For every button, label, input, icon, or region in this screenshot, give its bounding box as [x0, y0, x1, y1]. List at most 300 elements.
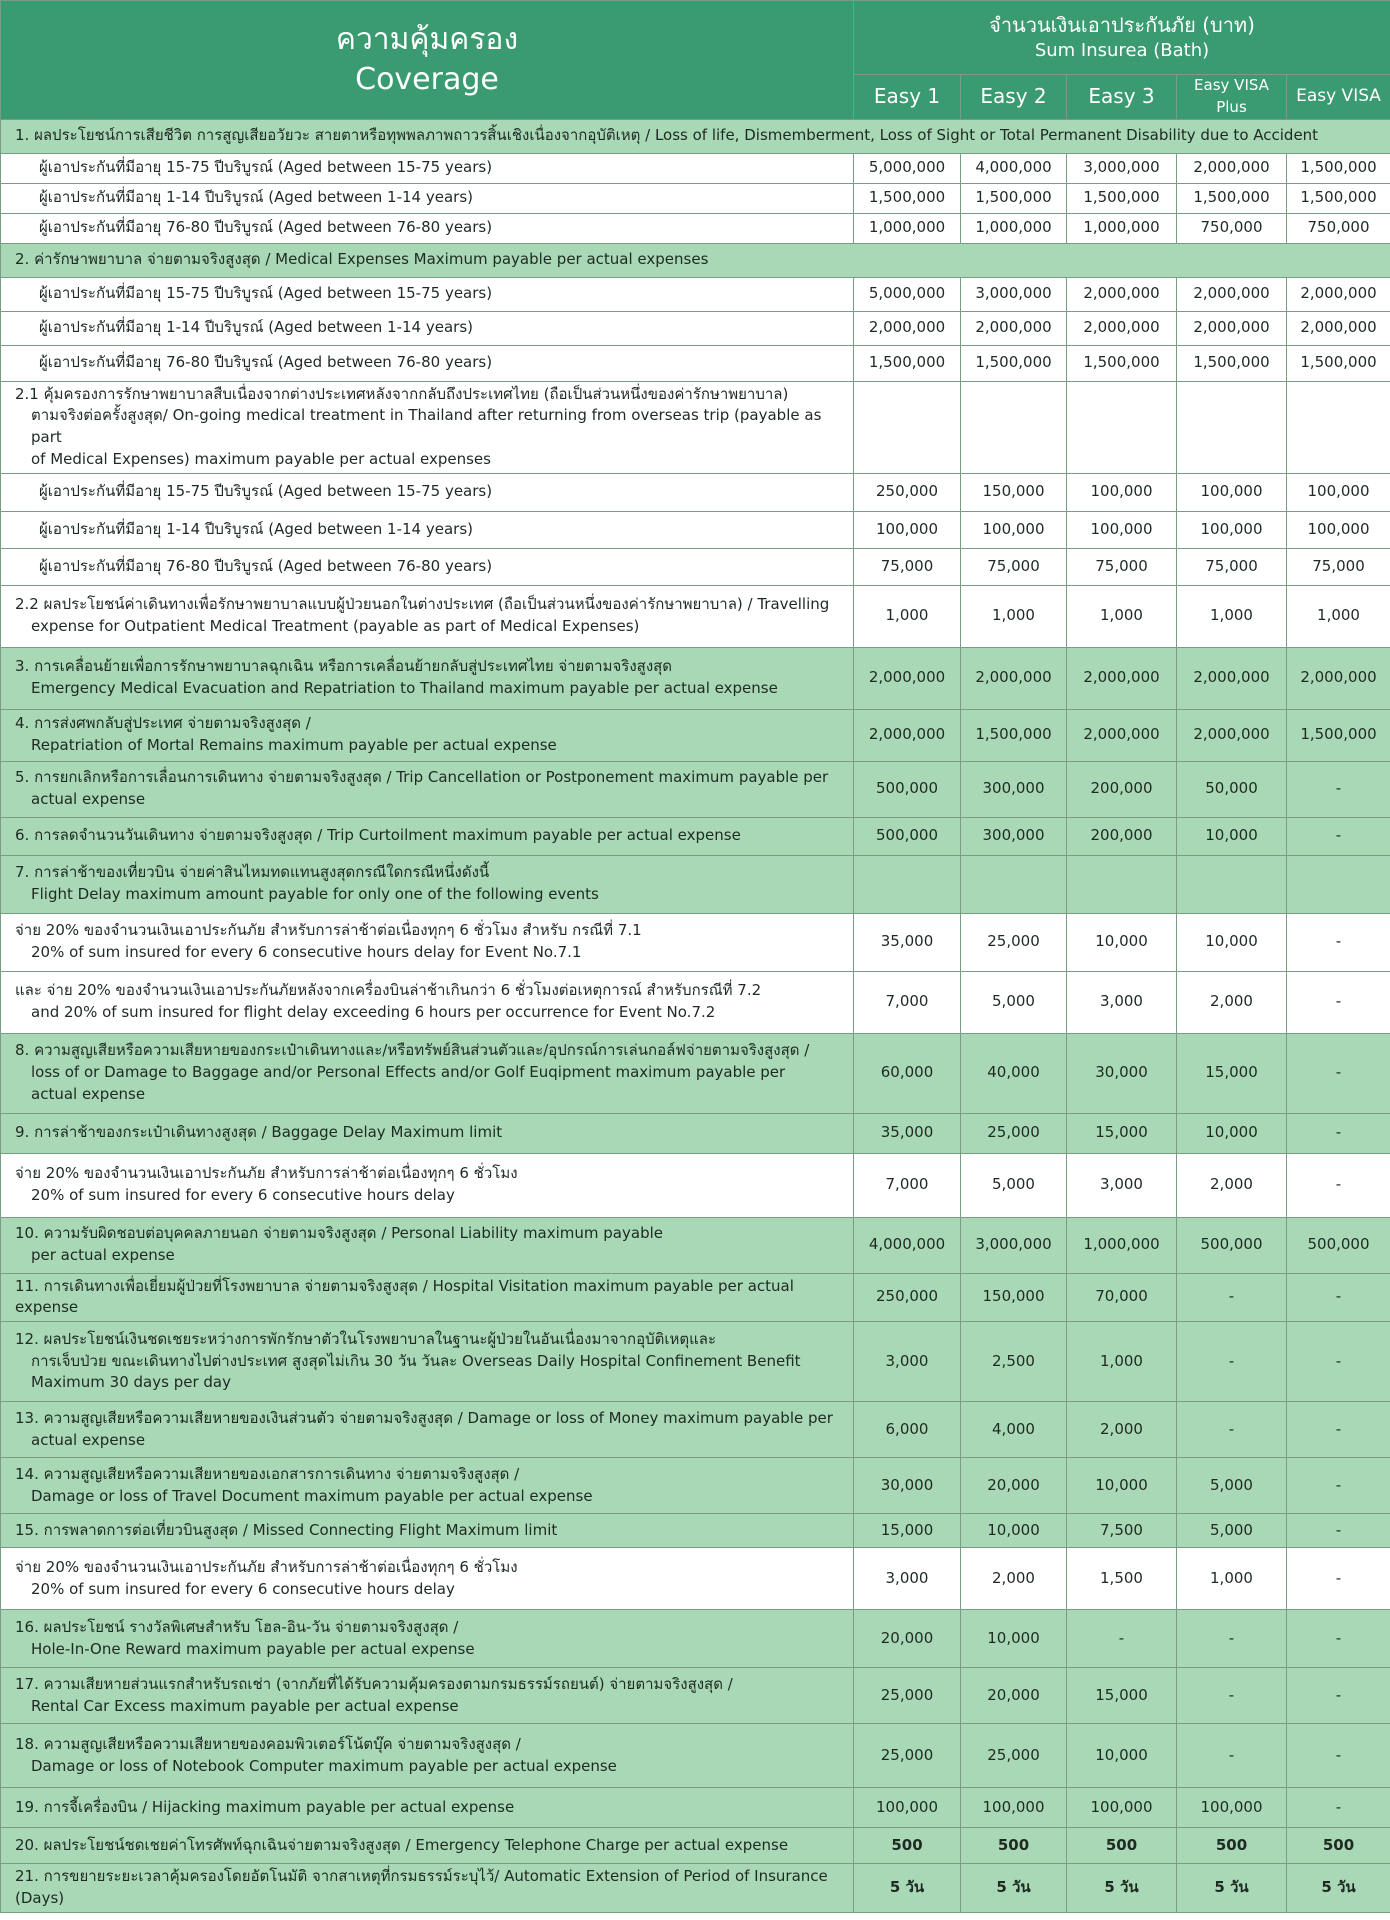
- coverage-label: [1, 1828, 854, 1864]
- sum-insured-cell: -: [1287, 761, 1390, 817]
- table-row: [1, 1458, 1390, 1514]
- sum-insured-cell: [854, 381, 961, 473]
- coverage-label: [1, 1668, 854, 1724]
- sum-insured-cell: [1067, 855, 1177, 913]
- coverage-label: [1, 1153, 854, 1217]
- sum-insured-cell: 2,000,000: [854, 647, 961, 709]
- sum-insured-cell: 1,000: [961, 585, 1067, 647]
- sum-insured-cell: -: [1287, 1610, 1390, 1668]
- sum-insured-cell: 100,000: [1067, 473, 1177, 511]
- sum-insured-cell: 2,000,000: [1177, 277, 1287, 311]
- coverage-label: [1, 311, 854, 345]
- table-row: [1, 1322, 1390, 1402]
- coverage-label-line: จ่าย 20% ของจำนวนเงินเอาประกันภัย สำหรับการล่าช้าต่อเนื่องทุกๆ 6 ชั่วโมง: [15, 1557, 518, 1576]
- sum-insured-cell: 7,500: [1067, 1514, 1177, 1548]
- sum-insured-cell: 40,000: [961, 1033, 1067, 1113]
- sum-insured-cell: 100,000: [961, 511, 1067, 548]
- sum-insured-cell: 25,000: [961, 913, 1067, 971]
- sum-insured-cell: 1,500,000: [961, 345, 1067, 381]
- sum-insured-cell: 20,000: [854, 1610, 961, 1668]
- sum-insured-cell: 1,500,000: [961, 709, 1067, 761]
- sum-insured-cell: 2,000,000: [854, 311, 961, 345]
- sum-insured-cell: 2,000,000: [1067, 647, 1177, 709]
- sum-insured-cell: 10,000: [1067, 1458, 1177, 1514]
- coverage-label-line: 11. การเดินทางเพื่อเยี่ยมผู้ป่วยที่โรงพยาบาล จ่ายตามจริงสูงสุด / Hospital Visitation maximum payable per actual expense: [15, 1276, 794, 1317]
- coverage-label: [1, 277, 854, 311]
- sum-insured-cell: 75,000: [854, 548, 961, 585]
- coverage-label-line: 17. ความเสียหายส่วนแรกสำหรับรถเช่า (จากภัยที่ได้รับความคุ้มครองตามกรมธรรม์รถยนต์) จ่ายตามจริงสูงสุด /: [15, 1674, 733, 1693]
- sum-insured-cell: 250,000: [854, 1273, 961, 1322]
- sum-insured-cell: 500,000: [854, 761, 961, 817]
- coverage-label: [1, 243, 1390, 277]
- sum-insured-cell: 2,000: [961, 1548, 1067, 1610]
- sum-insured-cell: -: [1287, 1273, 1390, 1322]
- sum-insured-cell: 200,000: [1067, 817, 1177, 855]
- sum-insured-cell: 2,000,000: [1177, 311, 1287, 345]
- sum-insured-cell: 10,000: [1177, 913, 1287, 971]
- sum-insured-cell: 15,000: [1177, 1033, 1287, 1113]
- sum-insured-cell: 3,000: [854, 1322, 961, 1402]
- table-row: [1, 277, 1390, 311]
- sum-insured-cell: 7,000: [854, 971, 961, 1033]
- coverage-label-line: จ่าย 20% ของจำนวนเงินเอาประกันภัย สำหรับการล่าช้าต่อเนื่องทุกๆ 6 ชั่วโมง สำหรับ กรณีที่ 7.1: [15, 921, 642, 940]
- sum-insured-cell: 10,000: [961, 1514, 1067, 1548]
- sum-insured-cell: -: [1287, 1153, 1390, 1217]
- sum-insured-cell: 150,000: [961, 1273, 1067, 1322]
- coverage-label-line: และ จ่าย 20% ของจำนวนเงินเอาประกันภัยหลังจากเครื่องบินล่าช้าเกินกว่า 6 ชั่วโมงต่อเหตุการณ์ สำหรับกรณีที่ 7.2: [15, 981, 762, 1000]
- sum-insured-cell: 25,000: [961, 1113, 1067, 1153]
- coverage-label-line: 5. การยกเลิกหรือการเลื่อนการเดินทาง จ่ายตามจริงสูงสุด / Trip Cancellation or Postponement maximum payable per: [15, 768, 829, 787]
- sum-insured-cell: 1,500,000: [1067, 345, 1177, 381]
- sum-insured-cell: 2,000,000: [1067, 277, 1177, 311]
- coverage-label: [1, 548, 854, 585]
- sum-insured-cell: 2,000,000: [961, 311, 1067, 345]
- coverage-label-line: 20% of sum insured for every 6 consecutive hours delay for Event No.7.1: [31, 943, 582, 961]
- coverage-label-line: ผู้เอาประกันที่มีอายุ 15-75 ปีบริบูรณ์ (Aged between 15-75 years): [39, 482, 493, 501]
- coverage-label: [1, 1033, 854, 1113]
- sum-insured-cell: 5,000: [1177, 1458, 1287, 1514]
- sum-insured-cell: 7,000: [854, 1153, 961, 1217]
- coverage-label-line: 20. ผลประโยชน์ชดเชยค่าโทรศัพท์ฉุกเฉินจ่ายตามจริงสูงสุด / Emergency Telephone Charge per actual expense: [15, 1835, 789, 1854]
- coverage-label-line: จ่าย 20% ของจำนวนเงินเอาประกันภัย สำหรับการล่าช้าต่อเนื่องทุกๆ 6 ชั่วโมง: [15, 1164, 518, 1183]
- sum-insured-cell: 300,000: [961, 761, 1067, 817]
- sum-insured-header: [854, 1, 1390, 75]
- sum-insured-cell: -: [1177, 1402, 1287, 1458]
- table-row: [1, 1724, 1390, 1788]
- sum-insured-cell: 5 วัน: [854, 1864, 961, 1913]
- sum-insured-cell: -: [1177, 1273, 1287, 1322]
- sum-insured-cell: 1,000: [1287, 585, 1390, 647]
- sum-insured-cell: 2,000,000: [1177, 709, 1287, 761]
- table-row: [1, 1153, 1390, 1217]
- coverage-label-line: Repatriation of Mortal Remains maximum payable per actual expense: [31, 736, 557, 754]
- sum-insured-cell: 5,000,000: [854, 153, 961, 183]
- coverage-label-line: Emergency Medical Evacuation and Repatriation to Thailand maximum payable per actual expense: [31, 679, 778, 697]
- sum-insured-cell: 2,000,000: [1067, 709, 1177, 761]
- coverage-label: [1, 345, 854, 381]
- coverage-label: [1, 1273, 854, 1322]
- sum-insured-cell: 1,500,000: [1177, 183, 1287, 213]
- sum-insured-cell: -: [1177, 1322, 1287, 1402]
- table-row: [1, 971, 1390, 1033]
- sum-insured-cell: [854, 855, 961, 913]
- sum-insured-cell: 500,000: [1287, 1217, 1390, 1273]
- sum-insured-cell: -: [1287, 1458, 1390, 1514]
- sum-insured-cell: -: [1287, 1322, 1390, 1402]
- sum-insured-cell: 500: [854, 1828, 961, 1864]
- sum-insured-cell: 1,000: [1177, 585, 1287, 647]
- coverage-label-line: ผู้เอาประกันที่มีอายุ 76-80 ปีบริบูรณ์ (Aged between 76-80 years): [39, 218, 493, 237]
- table-row: [1, 761, 1390, 817]
- sum-insured-cell: 500,000: [854, 817, 961, 855]
- sum-insured-cell: 2,000,000: [1287, 277, 1390, 311]
- sum-insured-cell: 3,000,000: [1067, 153, 1177, 183]
- coverage-label-line: ผู้เอาประกันที่มีอายุ 1-14 ปีบริบูรณ์ (Aged between 1-14 years): [39, 519, 473, 538]
- coverage-label-line: per actual expense: [31, 1246, 175, 1264]
- sum-insured-cell: [1287, 381, 1390, 473]
- sum-insured-cell: 3,000: [1067, 1153, 1177, 1217]
- coverage-label-line: actual expense: [31, 1084, 146, 1103]
- sum-insured-cell: 500: [1177, 1828, 1287, 1864]
- sum-insured-cell: 1,000,000: [1067, 213, 1177, 243]
- plan-header-easy-visa-plus: Easy VISA Plus: [1177, 75, 1287, 120]
- coverage-label-line: ผู้เอาประกันที่มีอายุ 15-75 ปีบริบูรณ์ (Aged between 15-75 years): [39, 284, 493, 303]
- plan-header-easy-1: Easy 1: [854, 75, 961, 120]
- coverage-label: [1, 1217, 854, 1273]
- sum-insured-cell: 100,000: [854, 511, 961, 548]
- coverage-label-line: of Medical Expenses) maximum payable per actual expenses: [31, 449, 491, 468]
- table-row: [1, 511, 1390, 548]
- sum-insured-cell: 5,000: [1177, 1514, 1287, 1548]
- sum-insured-cell: 2,000,000: [854, 709, 961, 761]
- coverage-label-line: and 20% of sum insured for flight delay exceeding 6 hours per occurrence for Event No.7.2: [31, 1003, 716, 1021]
- coverage-label: [1, 473, 854, 511]
- coverage-label-line: Maximum 30 days per day: [31, 1373, 231, 1392]
- sum-insured-cell: 500: [1287, 1828, 1390, 1864]
- sum-insured-cell: 1,500,000: [1287, 709, 1390, 761]
- sum-insured-cell: -: [1287, 1113, 1390, 1153]
- coverage-label: [1, 1788, 854, 1828]
- sum-insured-cell: 3,000,000: [961, 1217, 1067, 1273]
- sum-insured-cell: 1,500,000: [1287, 153, 1390, 183]
- plan-header-easy-3: Easy 3: [1067, 75, 1177, 120]
- sum-insured-cell: 1,000,000: [1067, 1217, 1177, 1273]
- sum-insured-cell: 100,000: [1287, 511, 1390, 548]
- coverage-label: [1, 1402, 854, 1458]
- sum-insured-cell: 750,000: [1287, 213, 1390, 243]
- table-row: [1, 1788, 1390, 1828]
- sum-insured-cell: 15,000: [1067, 1668, 1177, 1724]
- coverage-label: [1, 1610, 854, 1668]
- table-row: [1, 1548, 1390, 1610]
- sum-insured-cell: 1,000: [1067, 1322, 1177, 1402]
- sum-insured-cell: 2,000,000: [1177, 153, 1287, 183]
- sum-insured-cell: -: [1287, 1402, 1390, 1458]
- coverage-header: [1, 1, 854, 120]
- coverage-label-line: actual expense: [31, 790, 146, 808]
- table-row: [1, 1828, 1390, 1864]
- sum-insured-cell: 15,000: [1067, 1113, 1177, 1153]
- sum-insured-cell: 25,000: [854, 1724, 961, 1788]
- table-row: [1, 855, 1390, 913]
- sum-insured-cell: 30,000: [1067, 1033, 1177, 1113]
- table-row: [1, 381, 1390, 473]
- sum-insured-cell: 25,000: [961, 1724, 1067, 1788]
- coverage-label-line: 10. ความรับผิดชอบต่อบุคคลภายนอก จ่ายตามจริงสูงสุด / Personal Liability maximum payable: [15, 1224, 663, 1243]
- sum-insured-cell: 1,000,000: [961, 213, 1067, 243]
- coverage-label: [1, 1864, 854, 1913]
- sum-insured-cell: 500: [961, 1828, 1067, 1864]
- coverage-label-line: 14. ความสูญเสียหรือความเสียหายของเอกสารการเดินทาง จ่ายตามจริงสูงสุด /: [15, 1464, 520, 1483]
- sum-insured-cell: 100,000: [1287, 473, 1390, 511]
- coverage-label-line: 12. ผลประโยชน์เงินชดเชยระหว่างการพักรักษาตัวในโรงพยาบาลในฐานะผู้ป่วยในอันเนื่องมาจากอุบัติเหตุและ: [15, 1329, 717, 1348]
- sum-insured-cell: 70,000: [1067, 1273, 1177, 1322]
- table-row: [1, 1273, 1390, 1322]
- table-row: [1, 817, 1390, 855]
- coverage-label-line: actual expense: [31, 1430, 146, 1449]
- sum-insured-cell: 100,000: [1067, 1788, 1177, 1828]
- sum-insured-cell: 4,000,000: [961, 153, 1067, 183]
- coverage-label-line: expense for Outpatient Medical Treatment (payable as part of Medical Expenses): [31, 617, 640, 635]
- coverage-label-line: 18. ความสูญเสียหรือความเสียหายของคอมพิวเตอร์โน้ตบุ๊ค จ่ายตามจริงสูงสุด /: [15, 1734, 521, 1753]
- plan-header-easy-2: Easy 2: [961, 75, 1067, 120]
- coverage-label: [1, 913, 854, 971]
- sum-insured-cell: 4,000: [961, 1402, 1067, 1458]
- coverage-label: [1, 381, 854, 473]
- coverage-label-line: Flight Delay maximum amount payable for only one of the following events: [31, 885, 599, 903]
- sum-insured-cell: [1177, 855, 1287, 913]
- sum-insured-cell: 5 วัน: [1067, 1864, 1177, 1913]
- sum-insured-cell: 5,000,000: [854, 277, 961, 311]
- sum-insured-cell: 1,000: [1177, 1548, 1287, 1610]
- table-row: [1, 585, 1390, 647]
- coverage-label-line: ผู้เอาประกันที่มีอายุ 15-75 ปีบริบูรณ์ (Aged between 15-75 years): [39, 158, 493, 177]
- sum-insured-cell: 75,000: [1287, 548, 1390, 585]
- sum-insured-header-en: Sum Insurea (Bath): [1034, 39, 1210, 61]
- sum-insured-cell: 3,000,000: [961, 277, 1067, 311]
- sum-insured-cell: 250,000: [854, 473, 961, 511]
- sum-insured-cell: 150,000: [961, 473, 1067, 511]
- sum-insured-cell: -: [1287, 1788, 1390, 1828]
- sum-insured-cell: 100,000: [1177, 511, 1287, 548]
- table-row: [1, 913, 1390, 971]
- sum-insured-cell: 500: [1067, 1828, 1177, 1864]
- coverage-label-line: 15. การพลาดการต่อเที่ยวบินสูงสุด / Missed Connecting Flight Maximum limit: [15, 1520, 558, 1539]
- coverage-label: [1, 1458, 854, 1514]
- coverage-label: [1, 1113, 854, 1153]
- sum-insured-cell: -: [1287, 1033, 1390, 1113]
- coverage-label-line: 9. การล่าช้าของกระเป๋าเดินทางสูงสุด / Baggage Delay Maximum limit: [15, 1123, 503, 1142]
- sum-insured-cell: 3,000: [1067, 971, 1177, 1033]
- coverage-label-line: 2.1 คุ้มครองการรักษาพยาบาลสืบเนื่องจากต่างประเทศหลังจากกลับถึงประเทศไทย (ถือเป็นส่วนหนึ่งของค่ารักษาพยาบาล): [15, 384, 789, 403]
- table-row: [1, 647, 1390, 709]
- sum-insured-cell: 2,000,000: [1177, 647, 1287, 709]
- sum-insured-cell: -: [1177, 1610, 1287, 1668]
- table-row: [1, 311, 1390, 345]
- coverage-label: [1, 817, 854, 855]
- sum-insured-cell: [961, 855, 1067, 913]
- sum-insured-cell: 2,000,000: [961, 647, 1067, 709]
- sum-insured-cell: 1,500,000: [1287, 183, 1390, 213]
- sum-insured-cell: 1,500,000: [961, 183, 1067, 213]
- sum-insured-cell: -: [1287, 971, 1390, 1033]
- sum-insured-cell: 5 วัน: [1287, 1864, 1390, 1913]
- coverage-label-line: ผู้เอาประกันที่มีอายุ 1-14 ปีบริบูรณ์ (Aged between 1-14 years): [39, 318, 473, 337]
- sum-insured-cell: 25,000: [854, 1668, 961, 1724]
- table-row: [1, 709, 1390, 761]
- coverage-label-line: 20% of sum insured for every 6 consecutive hours delay: [31, 1579, 455, 1598]
- sum-insured-cell: -: [1287, 1514, 1390, 1548]
- coverage-label-line: 6. การลดจำนวนวันเดินทาง จ่ายตามจริงสูงสุด / Trip Curtoilment maximum payable per actual expense: [15, 826, 741, 845]
- coverage-label-line: 2.2 ผลประโยชน์ค่าเดินทางเพื่อรักษาพยาบาลแบบผู้ป่วยนอกในต่างประเทศ (ถือเป็นส่วนหนึ่งของค่ารักษาพยาบาล) / Travelling: [15, 595, 830, 614]
- sum-insured-cell: 75,000: [1177, 548, 1287, 585]
- sum-insured-cell: 1,000,000: [854, 213, 961, 243]
- table-row: [1, 1514, 1390, 1548]
- sum-insured-cell: 1,500,000: [1177, 345, 1287, 381]
- coverage-label: [1, 213, 854, 243]
- table-row: [1, 1217, 1390, 1273]
- sum-insured-cell: 10,000: [1067, 913, 1177, 971]
- sum-insured-cell: 5 วัน: [1177, 1864, 1287, 1913]
- coverage-label-line: การเจ็บป่วย ขณะเดินทางไปต่างประเทศ สูงสุดไม่เกิน 30 วัน วันละ Overseas Daily Hospital Confinement Benefit: [31, 1351, 801, 1370]
- sum-insured-cell: 2,000,000: [1287, 647, 1390, 709]
- sum-insured-cell: 1,500,000: [854, 183, 961, 213]
- coverage-label: [1, 585, 854, 647]
- sum-insured-cell: 1,500,000: [854, 345, 961, 381]
- coverage-label: [1, 971, 854, 1033]
- sum-insured-cell: 1,000: [854, 585, 961, 647]
- table-row: [1, 1864, 1390, 1913]
- table-row: [1, 1113, 1390, 1153]
- sum-insured-header-th: จำนวนเงินเอาประกันภัย (บาท): [989, 12, 1255, 37]
- sum-insured-cell: 100,000: [1067, 511, 1177, 548]
- coverage-label: [1, 709, 854, 761]
- coverage-label-line: ผู้เอาประกันที่มีอายุ 76-80 ปีบริบูรณ์ (Aged between 76-80 years): [39, 353, 493, 372]
- coverage-label-line: 16. ผลประโยชน์ รางวัลพิเศษสำหรับ โฮล-อิน-วัน จ่ายตามจริงสูงสุด /: [15, 1617, 459, 1636]
- sum-insured-cell: [1177, 381, 1287, 473]
- sum-insured-cell: 1,000: [1067, 585, 1177, 647]
- coverage-header-en: Coverage: [355, 61, 499, 97]
- coverage-label-line: 4. การส่งศพกลับสู่ประเทศ จ่ายตามจริงสูงสุด /: [15, 714, 311, 733]
- coverage-label-line: 3. การเคลื่อนย้ายเพื่อการรักษาพยาบาลฉุกเฉิน หรือการเคลื่อนย้ายกลับสู่ประเทศไทย จ่ายตามจริงสูงสุด: [15, 657, 673, 676]
- sum-insured-cell: 20,000: [961, 1458, 1067, 1514]
- sum-insured-cell: -: [1287, 913, 1390, 971]
- coverage-rows: [1, 119, 1390, 1912]
- sum-insured-cell: -: [1287, 817, 1390, 855]
- sum-insured-cell: 2,000,000: [1067, 311, 1177, 345]
- sum-insured-cell: [1287, 855, 1390, 913]
- coverage-header-th: ความคุ้มครอง: [335, 21, 519, 57]
- sum-insured-cell: 5,000: [961, 1153, 1067, 1217]
- coverage-label: [1, 119, 1390, 153]
- coverage-label-line: ผู้เอาประกันที่มีอายุ 1-14 ปีบริบูรณ์ (Aged between 1-14 years): [39, 188, 473, 207]
- sum-insured-cell: [961, 381, 1067, 473]
- sum-insured-cell: 75,000: [961, 548, 1067, 585]
- sum-insured-cell: 750,000: [1177, 213, 1287, 243]
- sum-insured-cell: -: [1177, 1724, 1287, 1788]
- table-row: [1, 183, 1390, 213]
- coverage-label-line: loss of or Damage to Baggage and/or Personal Effects and/or Golf Euqipment maximum payable per: [31, 1063, 786, 1082]
- sum-insured-cell: 100,000: [1177, 1788, 1287, 1828]
- sum-insured-cell: 100,000: [1177, 473, 1287, 511]
- sum-insured-cell: 100,000: [854, 1788, 961, 1828]
- sum-insured-cell: 6,000: [854, 1402, 961, 1458]
- sum-insured-cell: 5,000: [961, 971, 1067, 1033]
- table-row: [1, 1033, 1390, 1113]
- table-row: [1, 548, 1390, 585]
- sum-insured-cell: 1,500: [1067, 1548, 1177, 1610]
- sum-insured-cell: 4,000,000: [854, 1217, 961, 1273]
- table-row: [1, 119, 1390, 153]
- sum-insured-cell: 15,000: [854, 1514, 961, 1548]
- sum-insured-cell: 1,500,000: [1287, 345, 1390, 381]
- sum-insured-cell: 35,000: [854, 1113, 961, 1153]
- sum-insured-cell: 500,000: [1177, 1217, 1287, 1273]
- coverage-label-line: 19. การจี้เครื่องบิน / Hijacking maximum payable per actual expense: [15, 1797, 515, 1816]
- sum-insured-cell: 10,000: [1177, 817, 1287, 855]
- sum-insured-cell: 10,000: [1067, 1724, 1177, 1788]
- coverage-label-line: Rental Car Excess maximum payable per actual expense: [31, 1696, 459, 1715]
- sum-insured-cell: 30,000: [854, 1458, 961, 1514]
- table-row: [1, 153, 1390, 183]
- coverage-label-line: Hole-In-One Reward maximum payable per actual expense: [31, 1639, 475, 1658]
- coverage-label: [1, 1548, 854, 1610]
- coverage-label-line: 8. ความสูญเสียหรือความเสียหายของกระเป๋าเดินทางและ/หรือทรัพย์สินส่วนตัวและ/อุปกรณ์การเล่นกอล์ฟจ่ายตามจริงสูงสุด /: [15, 1041, 810, 1060]
- table-row: [1, 1402, 1390, 1458]
- table-row: [1, 1610, 1390, 1668]
- coverage-label: [1, 647, 854, 709]
- sum-insured-cell: 100,000: [961, 1788, 1067, 1828]
- sum-insured-cell: 50,000: [1177, 761, 1287, 817]
- sum-insured-cell: 5 วัน: [961, 1864, 1067, 1913]
- coverage-label-line: ตามจริงต่อครั้งสูงสุด/ On-going medical treatment in Thailand after returning from overseas trip (payable as part: [31, 406, 822, 446]
- sum-insured-cell: -: [1067, 1610, 1177, 1668]
- sum-insured-cell: 2,000: [1177, 971, 1287, 1033]
- sum-insured-cell: 1,500,000: [1067, 183, 1177, 213]
- table-row: [1, 213, 1390, 243]
- coverage-label-line: ผู้เอาประกันที่มีอายุ 76-80 ปีบริบูรณ์ (Aged between 76-80 years): [39, 556, 493, 575]
- sum-insured-cell: 10,000: [1177, 1113, 1287, 1153]
- coverage-label: [1, 1724, 854, 1788]
- sum-insured-cell: 2,000,000: [1287, 311, 1390, 345]
- sum-insured-cell: 2,500: [961, 1322, 1067, 1402]
- sum-insured-cell: 3,000: [854, 1548, 961, 1610]
- coverage-label-line: 1. ผลประโยชน์การเสียชีวิต การสูญเสียอวัยวะ สายตาหรือทุพพลภาพถาวรสิ้นเชิงเนื่องจากอุบัติเหตุ / Loss of life, Dismemberment, Loss of Sight or Total Permanent Disability due to Accident: [15, 126, 1319, 145]
- sum-insured-cell: 2,000: [1067, 1402, 1177, 1458]
- sum-insured-cell: 300,000: [961, 817, 1067, 855]
- coverage-label: [1, 183, 854, 213]
- sum-insured-cell: [1067, 381, 1177, 473]
- coverage-label-line: 7. การล่าช้าของเที่ยวบิน จ่ายค่าสินไหมทดแทนสูงสุดกรณีใดกรณีหนึ่งดังนี้: [15, 863, 490, 882]
- coverage-label-line: Damage or loss of Notebook Computer maximum payable per actual expense: [31, 1756, 617, 1775]
- coverage-label-line: 13. ความสูญเสียหรือความเสียหายของเงินส่วนตัว จ่ายตามจริงสูงสุด / Damage or loss of Money maximum payable per: [15, 1408, 833, 1427]
- coverage-label-line: 20% of sum insured for every 6 consecutive hours delay: [31, 1186, 455, 1204]
- sum-insured-cell: -: [1287, 1548, 1390, 1610]
- plan-header-easy-visa: Easy VISA: [1287, 75, 1390, 120]
- table-row: [1, 1668, 1390, 1724]
- sum-insured-cell: 60,000: [854, 1033, 961, 1113]
- sum-insured-cell: -: [1287, 1668, 1390, 1724]
- coverage-label: [1, 1322, 854, 1402]
- coverage-label: [1, 855, 854, 913]
- sum-insured-cell: -: [1287, 1724, 1390, 1788]
- coverage-label: [1, 511, 854, 548]
- table-row: [1, 473, 1390, 511]
- sum-insured-cell: 20,000: [961, 1668, 1067, 1724]
- coverage-label-line: 21. การขยายระยะเวลาคุ้มครองโดยอัตโนมัติ จากสาเหตุที่กรมธรรม์ระบุไว้/ Automatic Extension of Period of Insurance (Days): [15, 1867, 828, 1907]
- sum-insured-cell: 35,000: [854, 913, 961, 971]
- coverage-label: [1, 1514, 854, 1548]
